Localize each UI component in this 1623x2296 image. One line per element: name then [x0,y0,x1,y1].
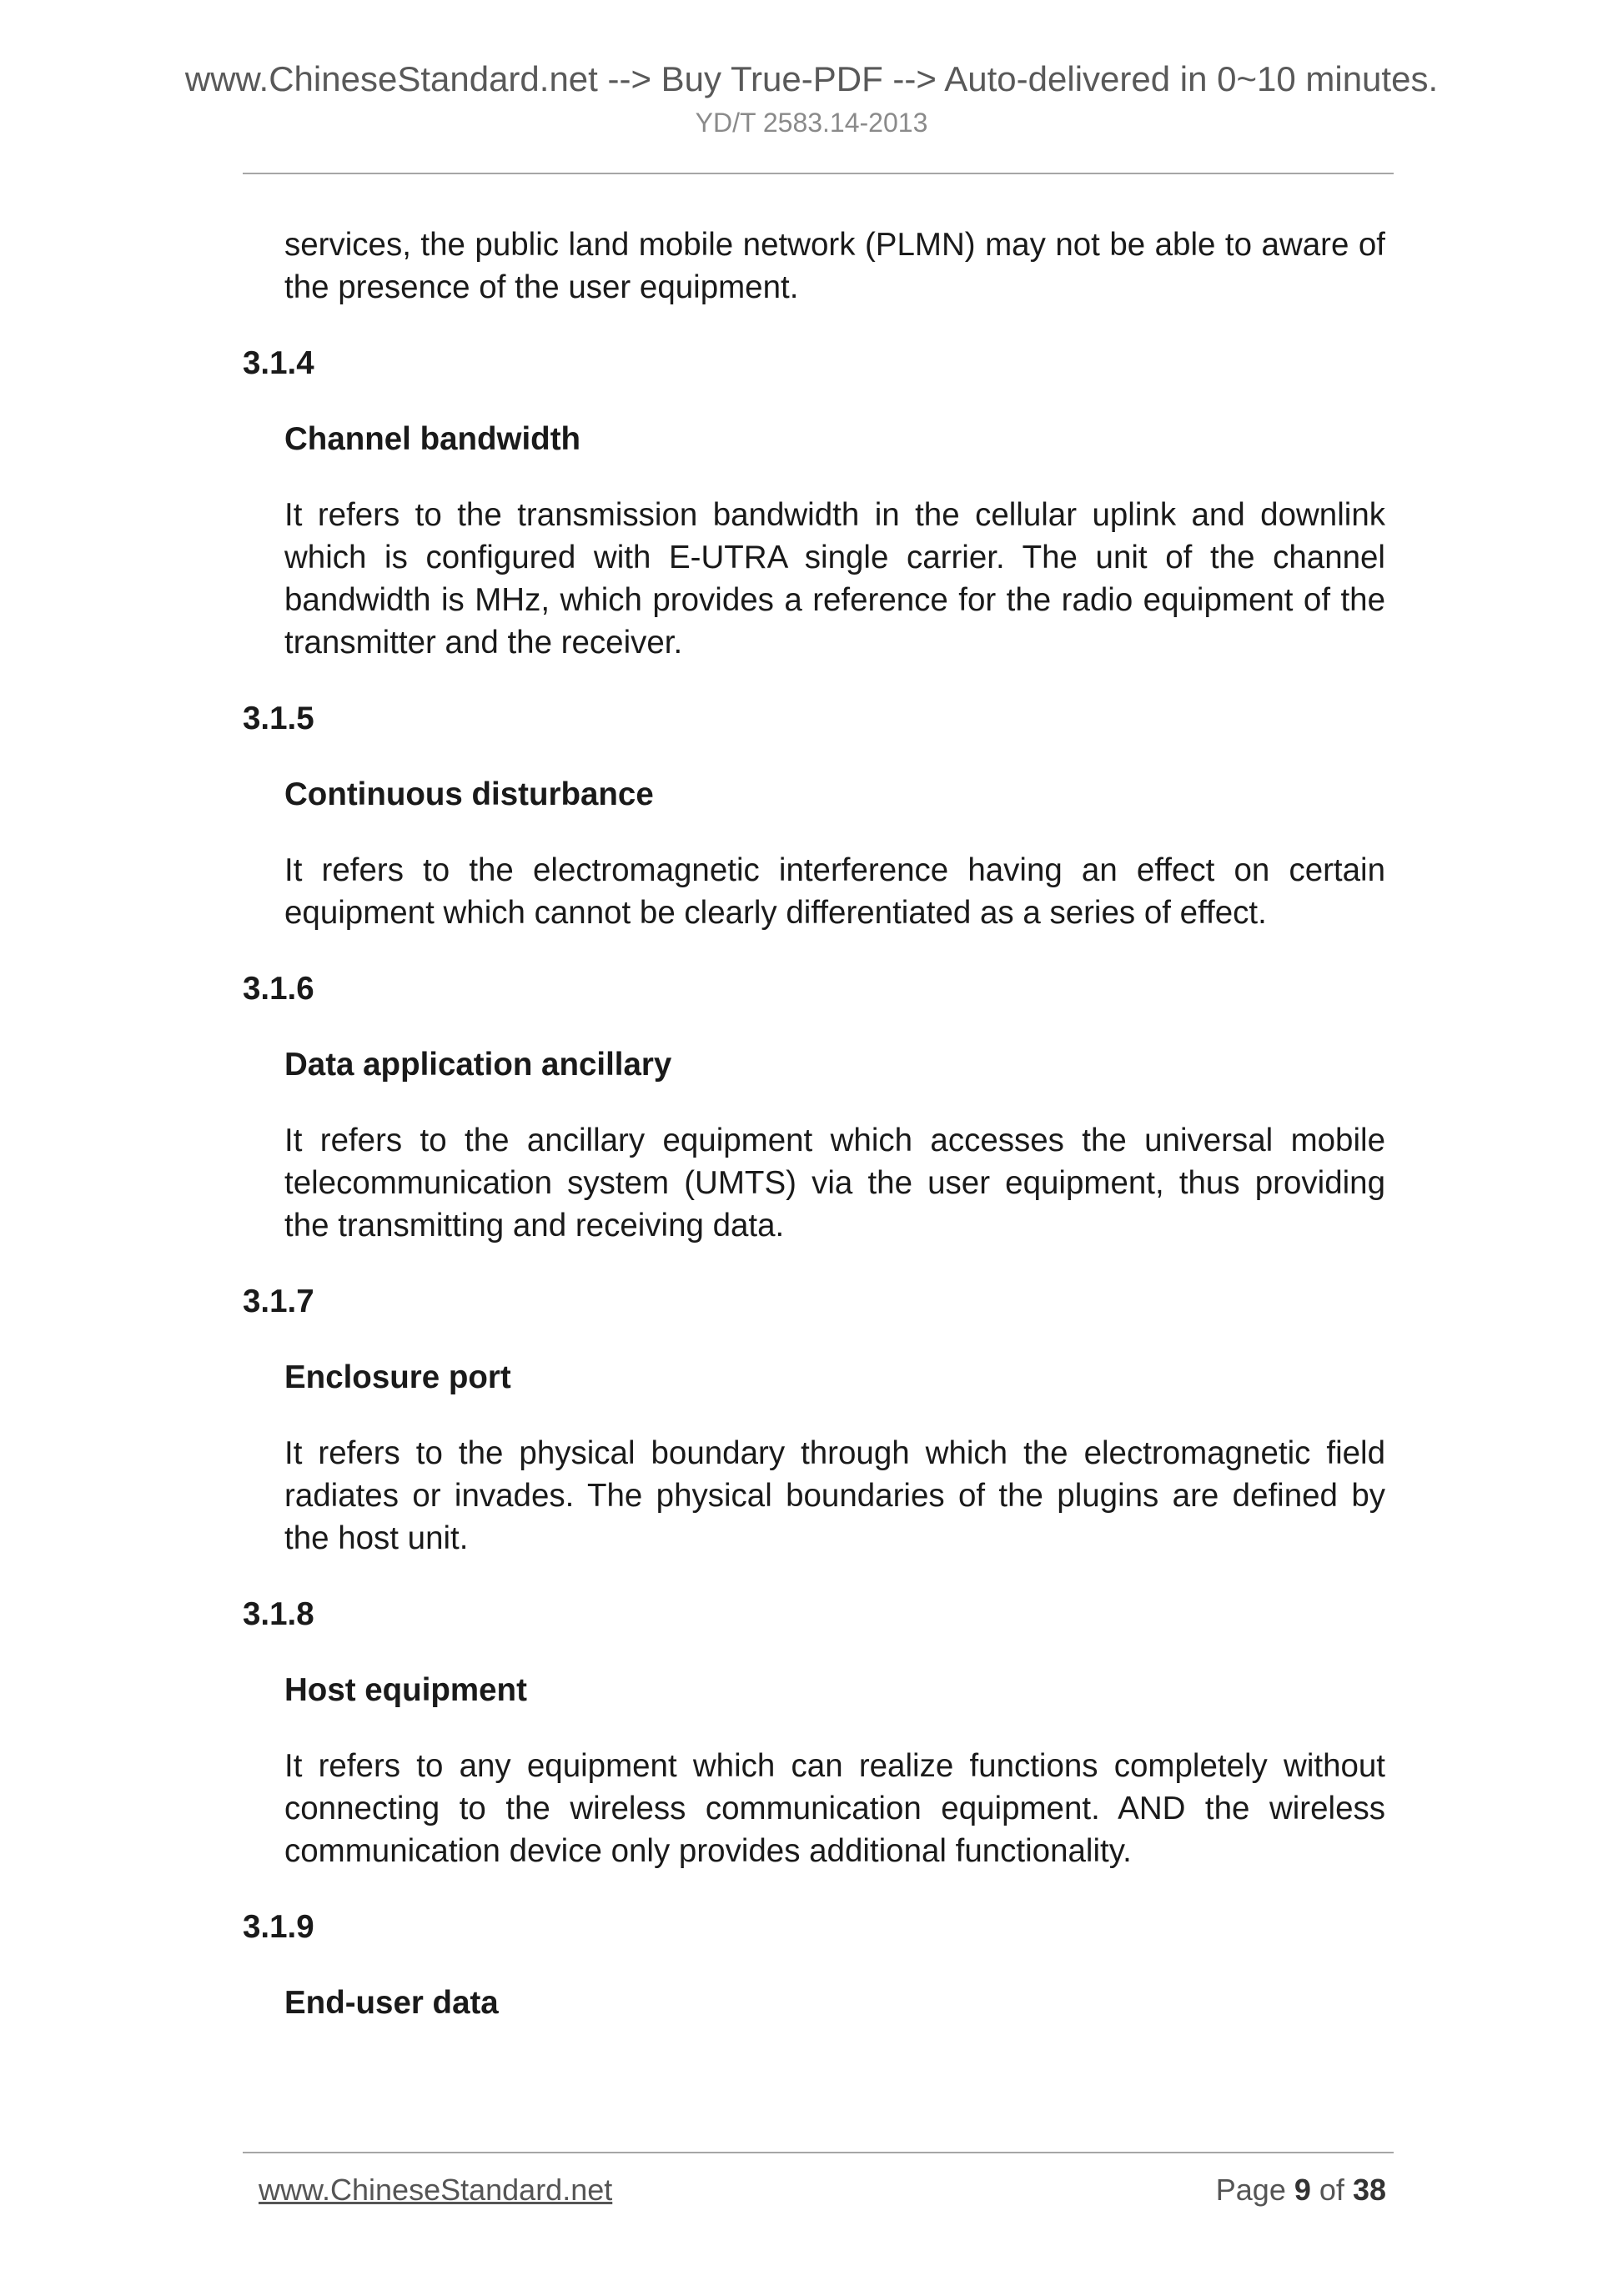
section-number: 3.1.4 [243,345,314,381]
section-3-1-5 [243,697,1385,934]
page-word: Page [1215,2173,1286,2207]
standard-id: YD/T 2583.14-2013 [695,108,928,138]
page-header [0,58,1623,139]
section-3-1-7 [243,1280,1385,1560]
section-definition: It refers to the transmission bandwidth in the cellular uplink and downlink which is configured with E-UTRA single carrier. The unit of the channel bandwidth is MHz, which provides a reference for the radio equipment of the transmitter and the receiver. [284,497,1385,661]
header-banner: www.ChineseStandard.net --> Buy True-PDF --> Auto-delivered in 0~10 minutes. [184,59,1439,98]
section-term: Data application ancillary [284,1047,672,1083]
section-term: End-user data [284,1985,499,2021]
section-term: Continuous disturbance [284,776,654,812]
section-number: 3.1.5 [243,701,314,736]
section-term: Host equipment [284,1672,527,1708]
section-number: 3.1.8 [243,1596,314,1632]
section-definition: It refers to the ancillary equipment which accesses the universal mobile telecommunication system (UMTS) via the user equipment, thus providing the transmitting and receiving data. [284,1123,1385,1243]
section-3-1-8 [243,1593,1385,1872]
section-3-1-6 [243,967,1385,1247]
page-current: 9 [1294,2173,1311,2207]
section-3-1-9 [243,1906,1385,2024]
section-number: 3.1.9 [243,1909,314,1945]
section-term: Channel bandwidth [284,421,581,457]
section-number: 3.1.6 [243,971,314,1007]
page-of: of [1319,2173,1344,2207]
site-link[interactable]: www.ChineseStandard.net [259,2173,613,2207]
section-definition: It refers to the electromagnetic interference having an effect on certain equipment which cannot be clearly differentiated as a series of effect. [284,852,1385,931]
page-indicator [1216,2173,1386,2208]
section-3-1-4 [243,342,1385,664]
document-body [243,224,1385,2024]
section-number: 3.1.7 [243,1284,314,1319]
page-total: 38 [1352,2173,1386,2207]
continuation-paragraph: services, the public land mobile network (PLMN) may not be able to aware of the presence of the user equipment. [284,227,1385,305]
section-term: Enclosure port [284,1359,511,1395]
section-definition: It refers to any equipment which can realize functions completely without connecting to the wireless communication equipment. AND the wireless communication device only provides additional functionality. [284,1748,1385,1869]
header-divider [243,173,1394,174]
section-definition: It refers to the physical boundary through which the electromagnetic field radiates or invades. The physical boundaries of the plugins are defined by the host unit. [284,1435,1385,1556]
footer-divider [243,2152,1394,2153]
